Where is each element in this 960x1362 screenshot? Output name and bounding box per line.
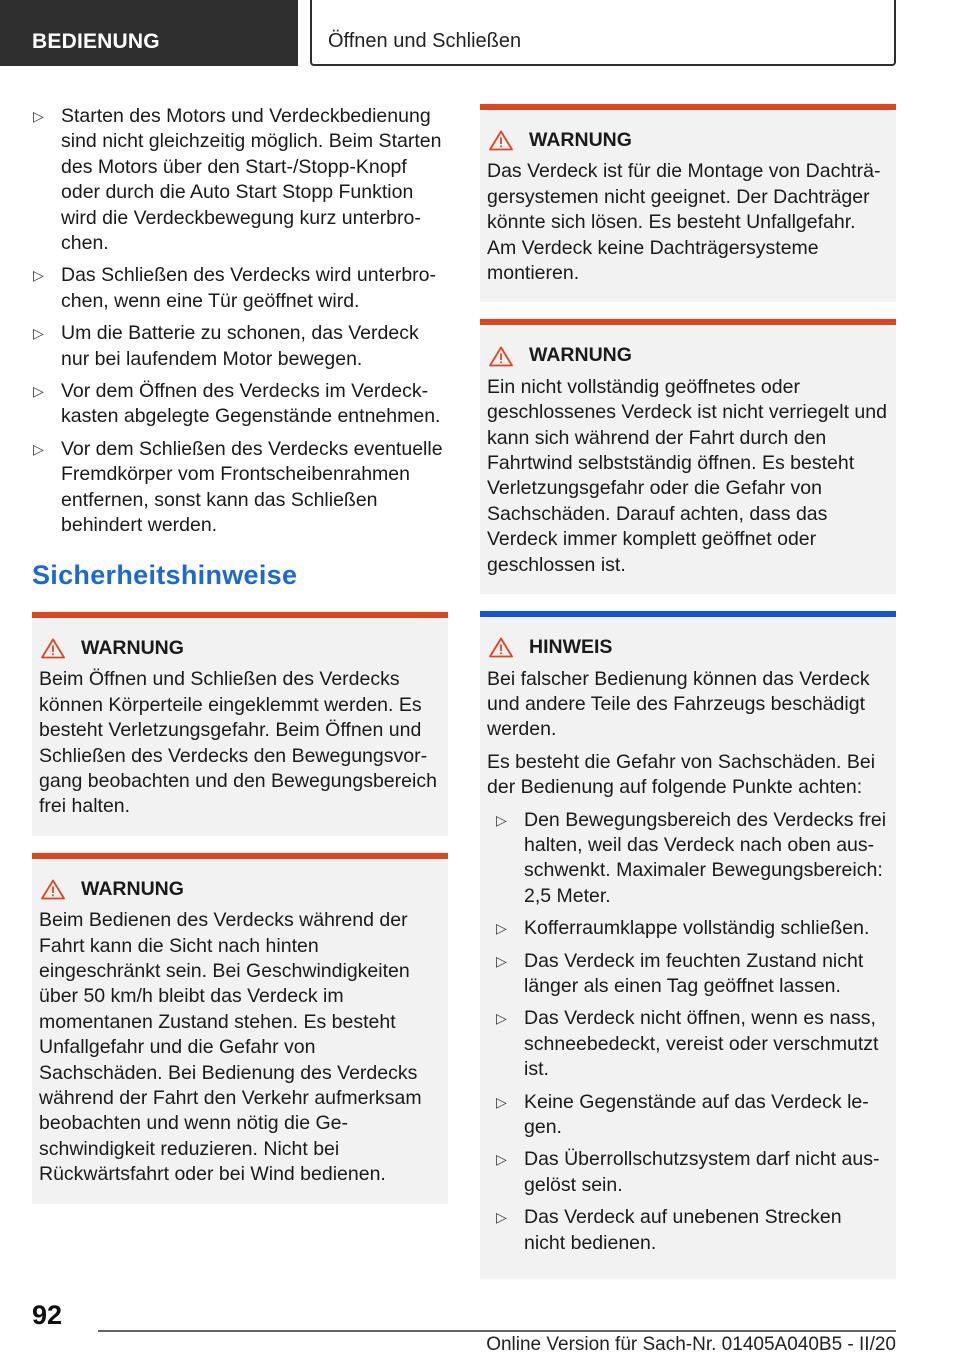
footer-divider	[98, 1330, 896, 1332]
list-item	[32, 263, 448, 314]
list-item-text: Das Überrollschutzsystem darf nicht ausgelöst sein.	[524, 1148, 880, 1196]
list-item-text: Kofferraumklappe vollständig schließen.	[524, 917, 870, 940]
warning-title: WARNUNG	[81, 636, 184, 659]
list-item-text: Starten des Motors und Verdeckbedienung sind nicht gleichzeitig möglich. Beim Starten des Motors über den Start-/Stopp-Knopf oder durch die Auto Start Stopp Funktion wird die Verdeckbewegung kurz unterbrochen.	[61, 105, 442, 255]
warning-text: Das Verdeck ist für die Montage von Dachträgersystemen nicht geeignet. Der Dachträger könnte sich lösen. Es besteht Unfallgefahr. Am Verdeck keine Dachträgersysteme montieren.	[487, 160, 881, 285]
warning-header	[39, 636, 440, 661]
warning-box	[480, 319, 896, 594]
warning-text: Beim Bedienen des Verdecks während der Fahrt kann die Sicht nach hinten eingeschränkt sein. Bei Geschwindigkeiten über 50 km/h bleibt das Verdeck im momentanen Zustand stehen. Es besteht Unfallgefahr und die Gefahr von Sachschäden. Bei Bedienung des Verdecks während der Fahrt den Verkehr aufmerksam beobachten und wenn nötig die Geschwindigkeit reduzieren. Nicht bei Rückwärtsfahrt oder bei Wind bedienen.	[39, 909, 422, 1186]
list-item	[495, 1006, 888, 1082]
list-item	[495, 1205, 888, 1256]
triangle-right-outline-icon: ▷	[33, 108, 44, 124]
list-item-text: Den Bewegungsbereich des Verdecks frei halten, weil das Verdeck nach oben ausschwenkt. Maximaler Bewegungsbereich: 2,5 Meter.	[524, 808, 887, 907]
warning-box	[32, 853, 448, 1204]
warning-triangle-icon	[41, 879, 65, 900]
triangle-right-outline-icon: ▷	[496, 920, 507, 937]
page-header	[0, 0, 960, 66]
triangle-right-outline-icon: ▷	[33, 440, 44, 457]
triangle-right-outline-icon: ▷	[33, 325, 44, 342]
warning-triangle-icon	[489, 130, 513, 151]
warning-title: WARNUNG	[81, 877, 184, 900]
left-column	[32, 104, 448, 1221]
list-item-text: Vor dem Schließen des Verdecks eventuelle Fremdkörper vom Frontscheibenrahmen entfernen, sonst kann das Schließen behindert werden.	[61, 437, 443, 537]
note-text: Bei falscher Bedienung können das Verdeck und andere Teile des Fahrzeugs beschädigt werden.	[487, 667, 870, 741]
warning-header	[487, 343, 888, 368]
warning-header	[39, 877, 440, 902]
list-item-text: Keine Gegenstände auf das Verdeck legen.	[524, 1090, 869, 1138]
section-heading: Sicherheitshinweise	[32, 559, 298, 590]
list-item-text: Um die Batterie zu schonen, das Verdeck nur bei laufendem Motor bewegen.	[61, 322, 419, 370]
list-item-text: Das Verdeck auf unebenen Strecken nicht bedienen.	[524, 1206, 842, 1254]
triangle-right-outline-icon: ▷	[496, 952, 507, 969]
warning-title: WARNUNG	[529, 344, 632, 367]
list-item	[32, 437, 448, 539]
list-item	[495, 949, 888, 1000]
triangle-right-outline-icon: ▷	[496, 811, 507, 828]
section-title: Öffnen und Schließen	[328, 30, 522, 52]
list-item-text: Das Verdeck nicht öffnen, wenn es nass, schneebedeckt, vereist oder verschmutzt ist.	[524, 1007, 879, 1081]
warning-box	[480, 104, 896, 302]
triangle-right-outline-icon: ▷	[33, 267, 44, 284]
triangle-right-outline-icon: ▷	[496, 1151, 507, 1168]
footer-text: Online Version für Sach-Nr. 01405A040B5 - II/20	[486, 1334, 896, 1355]
triangle-right-outline-icon: ▷	[496, 1093, 507, 1110]
list-item	[32, 379, 448, 430]
warning-title: WARNUNG	[529, 129, 632, 151]
warning-box	[32, 612, 448, 836]
list-item	[495, 1147, 888, 1198]
list-item	[495, 1090, 888, 1141]
triangle-right-outline-icon: ▷	[496, 1209, 507, 1226]
note-box	[480, 611, 896, 1279]
warning-triangle-icon	[41, 638, 65, 659]
note-text: Es besteht die Gefahr von Sachschäden. Bei der Bedienung auf folgende Punkte achten:	[487, 750, 876, 799]
right-column	[480, 104, 896, 1296]
triangle-right-outline-icon: ▷	[33, 383, 44, 400]
list-item-text: Vor dem Öffnen des Verdecks im Verdeckkasten abgelegte Gegenstände entnehmen.	[61, 380, 441, 428]
list-item	[495, 916, 888, 941]
chapter-tab	[0, 0, 298, 66]
triangle-right-outline-icon: ▷	[496, 1010, 507, 1027]
note-bullet-list	[495, 808, 888, 1257]
bullet-list	[32, 104, 448, 539]
warning-triangle-icon	[489, 346, 513, 367]
page-number: 92	[32, 1300, 63, 1330]
section-title-box	[310, 0, 896, 66]
list-item	[32, 104, 448, 256]
warning-header	[487, 128, 888, 153]
list-item-text: Das Schließen des Verdecks wird unterbrochen, wenn eine Tür geöffnet wird.	[61, 264, 437, 312]
chapter-label: BEDIENUNG	[32, 30, 160, 53]
warning-triangle-icon	[489, 637, 513, 658]
warning-text: Beim Öffnen und Schließen des Verdecks können Körperteile eingeklemmt werden. Es besteht Verletzungsgefahr. Beim Öffnen und Schließen des Verdecks den Bewegungsvorgang beobachten und den Bewegungsbereich frei halten.	[39, 668, 437, 818]
warning-text: Ein nicht vollständig geöffnetes oder geschlossenes Verdeck ist nicht verriegelt und kann sich während der Fahrt durch den Fahrtwind selbstständig öffnen. Es besteht Verletzungsgefahr oder die Gefahr von Sachschäden. Darauf achten, dass das Verdeck immer komplett geöffnet oder geschlossen ist.	[487, 375, 887, 576]
list-item-text: Das Verdeck im feuchten Zustand nicht länger als einen Tag geöffnet lassen.	[524, 949, 864, 997]
note-header	[487, 635, 888, 660]
list-item	[495, 808, 888, 910]
list-item	[32, 321, 448, 372]
note-title: HINWEIS	[529, 636, 613, 659]
